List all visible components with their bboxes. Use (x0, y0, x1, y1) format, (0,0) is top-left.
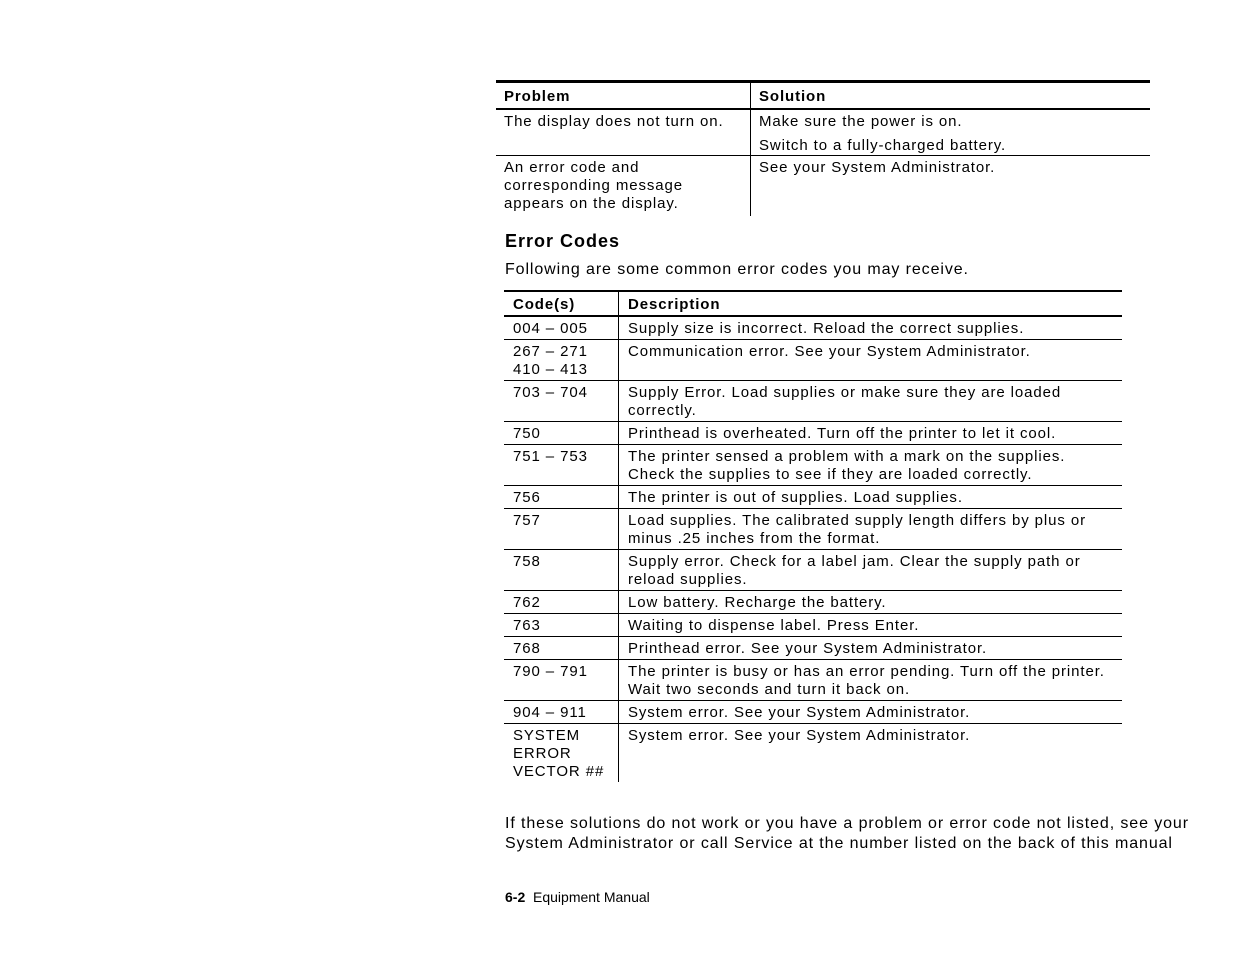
problem-cell: An error code and corresponding message appears on the display. (496, 156, 751, 217)
column-header-description: Description (619, 291, 1123, 316)
error-code-cell: 751 – 753 (504, 445, 619, 486)
table-row (504, 381, 1122, 422)
section-title: Error Codes (505, 231, 621, 251)
table-row (504, 660, 1122, 701)
closing-paragraph: If these solutions do not work or you have a problem or error code not listed, see your System Administrator or call Service at the number listed on the back of this manual (505, 815, 1189, 852)
problem-cell: The display does not turn on. (496, 109, 751, 156)
table-header-row (496, 82, 1150, 110)
table-row (504, 591, 1122, 614)
intro-text: Following are some common error codes you may receive. (505, 261, 969, 278)
column-header-codes: Code(s) (504, 291, 619, 316)
error-code-cell: 750 (504, 422, 619, 445)
error-description-cell: Waiting to dispense label. Press Enter. (619, 614, 1123, 637)
table-row (504, 486, 1122, 509)
error-description-cell: System error. See your System Administrator. (619, 701, 1123, 724)
error-code-cell: SYSTEM ERROR VECTOR ## (504, 724, 619, 783)
column-header-problem: Problem (496, 82, 751, 110)
table-header-row (504, 291, 1122, 316)
error-code-cell: 267 – 271 410 – 413 (504, 340, 619, 381)
solution-line: See your System Administrator. (759, 159, 996, 176)
error-description-cell: The printer is out of supplies. Load supplies. (619, 486, 1123, 509)
error-code-cell: 703 – 704 (504, 381, 619, 422)
error-description-cell: System error. See your System Administrator. (628, 727, 971, 744)
page-footer (505, 889, 650, 905)
table-row (496, 109, 1150, 156)
column-header-solution: Solution (751, 82, 1151, 110)
error-code-cell: 762 (504, 591, 619, 614)
error-code-cell: 790 – 791 (504, 660, 619, 701)
solution-cell (751, 156, 1151, 217)
error-code-cell: 768 (504, 637, 619, 660)
error-description-cell: The printer is busy or has an error pending. Turn off the printer. Wait two seconds and turn it back on. (619, 660, 1123, 701)
error-code-cell: 757 (504, 509, 619, 550)
table-row (504, 614, 1122, 637)
table-row (504, 340, 1122, 381)
error-description-cell: Supply Error. Load supplies or make sure they are loaded correctly. (619, 381, 1123, 422)
solution-line: Make sure the power is on. (759, 113, 963, 130)
table-row (504, 637, 1122, 660)
table-row (504, 316, 1122, 340)
table-row (504, 550, 1122, 591)
error-code-cell: 758 (504, 550, 619, 591)
error-description-cell: Supply size is incorrect. Reload the correct supplies. (619, 316, 1123, 340)
error-code-cell: 904 – 911 (504, 701, 619, 724)
problem-solution-table (496, 80, 1150, 216)
error-description-cell: The printer sensed a problem with a mark on the supplies. Check the supplies to see if they are loaded correctly. (619, 445, 1123, 486)
table-row (504, 701, 1122, 724)
table-row (504, 509, 1122, 550)
table-row (504, 724, 1122, 783)
solution-cell (751, 109, 1151, 156)
solution-line: Switch to a fully-charged battery. (759, 137, 1007, 154)
error-description-cell: Printhead error. See your System Administrator. (619, 637, 1123, 660)
error-code-cell: 763 (504, 614, 619, 637)
error-description-cell: Low battery. Recharge the battery. (619, 591, 1123, 614)
error-description-cell: Load supplies. The calibrated supply length differs by plus or minus .25 inches from the format. (619, 509, 1123, 550)
table-row (496, 156, 1150, 217)
error-description-cell: Communication error. See your System Administrator. (619, 340, 1123, 381)
error-code-cell: 004 – 005 (504, 316, 619, 340)
error-description-cell: Printhead is overheated. Turn off the printer to let it cool. (619, 422, 1123, 445)
error-codes-table (504, 290, 1122, 782)
table-row (504, 422, 1122, 445)
page-number: 6-2 (505, 889, 526, 905)
manual-title: Equipment Manual (533, 889, 650, 905)
error-code-cell: 756 (504, 486, 619, 509)
error-description-cell: Supply error. Check for a label jam. Clear the supply path or reload supplies. (619, 550, 1123, 591)
table-row (504, 445, 1122, 486)
